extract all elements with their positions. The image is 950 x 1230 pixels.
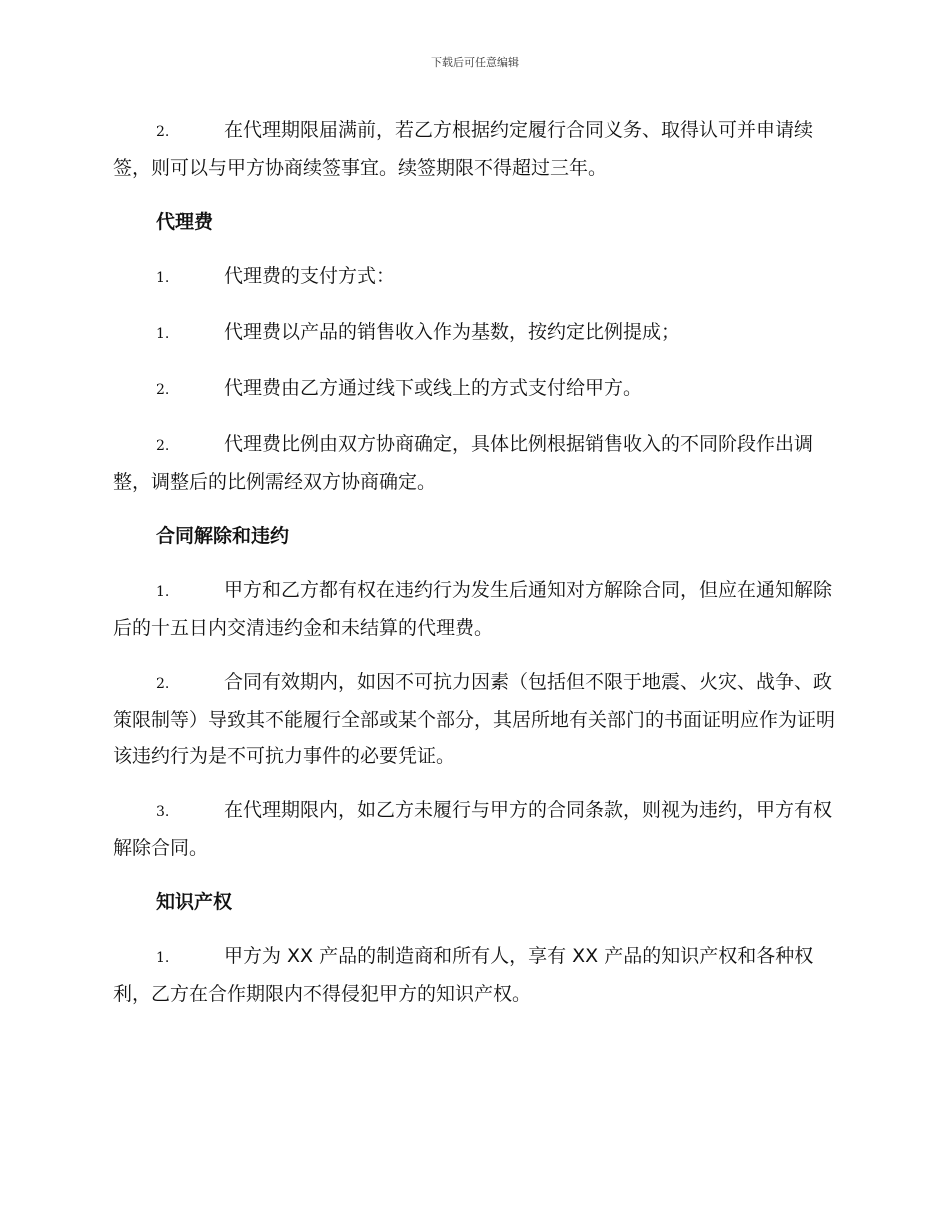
clause-text: 甲方和乙方都有权在违约行为发生后通知对方解除合同，但应在通知解除后的十五日内交清违约金和未结算的代理费。 [113,579,833,639]
clause-paragraph [113,370,838,408]
clause-number: 1. [156,270,170,286]
clause-text: 在代理期限届满前，若乙方根据约定履行合同义务、取得认可并申请续签，则可以与甲方协商续签事宜。续签期限不得超过三年。 [113,119,814,179]
clause-text: 代理费的支付方式： [224,265,396,287]
section-heading: 合同解除和违约 [156,525,290,547]
clause-paragraph [113,938,838,1012]
clause-paragraph [113,664,838,774]
clause-paragraph [113,112,838,186]
clause-paragraph [113,258,838,296]
clause-text: 代理费由乙方通过线下或线上的方式支付给甲方。 [224,377,643,399]
clause-number: 3. [156,804,170,820]
document-body [113,112,838,1030]
clause-paragraph [113,572,838,646]
clause-number: 2. [156,382,170,398]
clause-text: 代理费比例由双方协商确定，具体比例根据销售收入的不同阶段作出调整，调整后的比例需经双方协商确定。 [113,433,814,493]
clause-paragraph [113,426,838,500]
clause-number: 2. [156,676,170,692]
section-heading: 代理费 [156,211,214,233]
clause-text: 合同有效期内，如因不可抗力因素（包括但不限于地震、火灾、战争、政策限制等）导致其不能履行全部或某个部分，其居所地有关部门的书面证明应作为证明该违约行为是不可抗力事件的必要凭证。 [113,671,836,767]
clause-number: 1. [156,584,170,600]
page-header: 下载后可任意编辑 [431,56,519,69]
clause-number: 1. [156,950,170,966]
clause-text: 甲方为 XX 产品的制造商和所有人，享有 XX 产品的知识产权和各种权利，乙方在合作期限内不得侵犯甲方的知识产权。 [113,945,814,1005]
clause-text: 在代理期限内，如乙方未履行与甲方的合同条款，则视为违约，甲方有权解除合同。 [113,799,833,859]
clause-number: 2. [156,124,170,140]
section-heading: 知识产权 [156,891,233,913]
clause-text: 代理费以产品的销售收入作为基数，按约定比例提成； [224,321,681,343]
clause-number: 2. [156,438,170,454]
clause-paragraph [113,314,838,352]
clause-number: 1. [156,326,170,342]
clause-paragraph [113,792,838,866]
